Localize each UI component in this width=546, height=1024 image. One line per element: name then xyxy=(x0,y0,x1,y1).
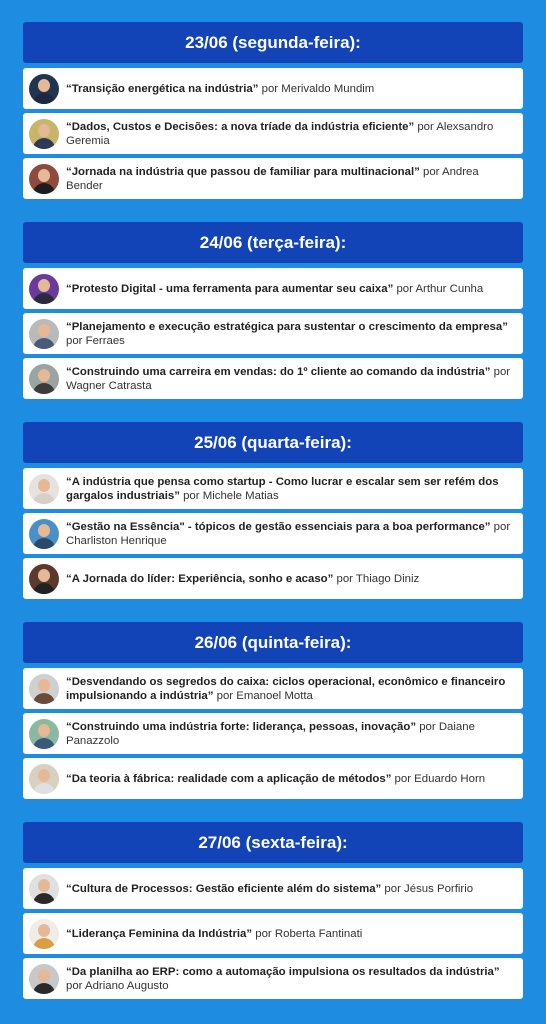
speaker-avatar xyxy=(29,764,59,794)
talk-title: “Dados, Custos e Decisões: a nova tríade da indústria eficiente” xyxy=(66,120,415,133)
day-header: 24/06 (terça-feira): xyxy=(23,222,523,263)
speaker-avatar xyxy=(29,964,59,994)
talk-item xyxy=(23,268,523,309)
day-header: 27/06 (sexta-feira): xyxy=(23,822,523,863)
talk-speaker: por Adriano Augusto xyxy=(66,979,169,992)
talk-title: “Desvendando os segredos do caixa: ciclos operacional, econômico e financeiro impulsionando a indústria” xyxy=(66,675,506,702)
talk-item xyxy=(23,468,523,509)
talk-item xyxy=(23,358,523,399)
talk-title: “Planejamento e execução estratégica para sustentar o crescimento da empresa” xyxy=(66,320,508,333)
day-header: 23/06 (segunda-feira): xyxy=(23,22,523,63)
talk-speaker: por Wagner Catrasta xyxy=(66,365,511,392)
talk-title: “Da planilha ao ERP: como a automação impulsiona os resultados da indústria” xyxy=(66,965,500,978)
speaker-avatar xyxy=(29,319,59,349)
talk-speaker: por Jésus Porfirio xyxy=(381,882,474,895)
speaker-avatar xyxy=(29,674,59,704)
talk-item xyxy=(23,558,523,599)
talk-speaker: por Emanoel Motta xyxy=(213,689,313,702)
talk-title: “Jornada na indústria que passou de familiar para multinacional” xyxy=(66,165,420,178)
talk-speaker: por Arthur Cunha xyxy=(393,282,484,295)
talk-title: “Gestão na Essência" - tópicos de gestão essenciais para a boa performance” xyxy=(66,520,491,533)
day-header: 25/06 (quarta-feira): xyxy=(23,422,523,463)
talk-speaker: por Eduardo Horn xyxy=(391,772,486,785)
talk-item xyxy=(23,713,523,754)
talk-speaker: por Ferraes xyxy=(66,334,125,347)
speaker-avatar xyxy=(29,474,59,504)
day-section xyxy=(23,422,523,603)
talk-item xyxy=(23,758,523,799)
talk-speaker: por Charliston Henrique xyxy=(66,520,511,547)
talk-item xyxy=(23,958,523,999)
talk-item xyxy=(23,668,523,709)
speaker-avatar xyxy=(29,564,59,594)
talk-title: “Construindo uma indústria forte: liderança, pessoas, inovação” xyxy=(66,720,417,733)
speaker-avatar xyxy=(29,719,59,749)
talk-title: “Construindo uma carreira em vendas: do 1º cliente ao comando da indústria” xyxy=(66,365,491,378)
speaker-avatar xyxy=(29,364,59,394)
talk-title: “Liderança Feminina da Indústria” xyxy=(66,927,253,940)
talk-item xyxy=(23,913,523,954)
talk-item xyxy=(23,113,523,154)
talk-item xyxy=(23,158,523,199)
day-section xyxy=(23,822,523,1003)
talk-title: “Da teoria à fábrica: realidade com a aplicação de métodos” xyxy=(66,772,392,785)
speaker-avatar xyxy=(29,919,59,949)
talk-speaker: por Daiane Panazzolo xyxy=(66,720,475,747)
day-section xyxy=(23,622,523,803)
day-header: 26/06 (quinta-feira): xyxy=(23,622,523,663)
talk-speaker: por Merivaldo Mundim xyxy=(258,82,375,95)
talk-speaker: por Alexsandro Geremia xyxy=(66,120,494,147)
talk-title: “Cultura de Processos: Gestão eficiente além do sistema” xyxy=(66,882,382,895)
speaker-avatar xyxy=(29,274,59,304)
talk-speaker: por Michele Matias xyxy=(179,489,279,502)
talk-item xyxy=(23,868,523,909)
day-section xyxy=(23,222,523,403)
talk-item xyxy=(23,313,523,354)
talk-speaker: por Thiago Diniz xyxy=(333,572,420,585)
talk-title: “A Jornada do líder: Experiência, sonho e acaso” xyxy=(66,572,334,585)
speaker-avatar xyxy=(29,164,59,194)
day-section xyxy=(23,22,523,203)
talk-speaker: por Roberta Fantinati xyxy=(252,927,363,940)
talk-title: “Protesto Digital - uma ferramenta para aumentar seu caixa” xyxy=(66,282,394,295)
talk-title: “A indústria que pensa como startup - Como lucrar e escalar sem ser refém dos gargalos industriais” xyxy=(66,475,499,502)
speaker-avatar xyxy=(29,874,59,904)
talk-item xyxy=(23,68,523,109)
speaker-avatar xyxy=(29,74,59,104)
talk-item xyxy=(23,513,523,554)
speaker-avatar xyxy=(29,119,59,149)
talk-title: “Transição energética na indústria” xyxy=(66,82,259,95)
speaker-avatar xyxy=(29,519,59,549)
talk-speaker: por Andrea Bender xyxy=(66,165,479,192)
